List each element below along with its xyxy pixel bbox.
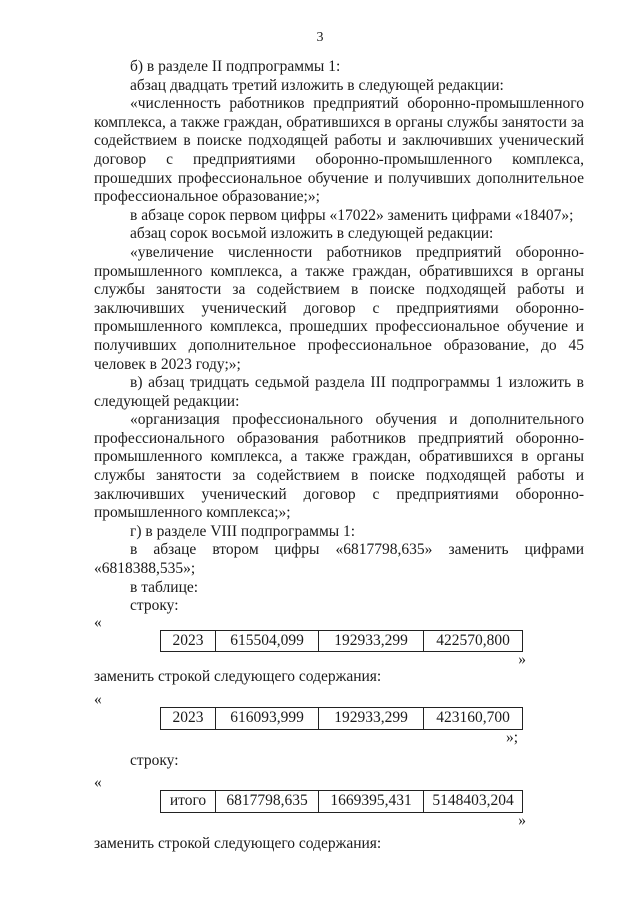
close-quote: »; — [505, 728, 518, 746]
cell-regional: 422570,800 — [424, 630, 523, 652]
paragraph: г) в разделе VIII подпрограммы 1: — [130, 522, 356, 540]
paragraph: в абзаце втором цифры «6817798,635» заменить цифрами «6818388,535»; — [94, 541, 584, 578]
cell-total: 6817798,635 — [216, 791, 319, 813]
page-number: 3 — [316, 30, 324, 45]
paragraph: в абзаце сорок первом цифры «17022» заменить цифрами «18407»; — [130, 206, 574, 224]
cell-label: итого — [161, 791, 216, 813]
cell-regional: 423160,700 — [424, 708, 523, 730]
table-row-total-old — [160, 790, 523, 813]
row-label: строку: — [130, 751, 179, 769]
paragraph: в таблице: — [130, 578, 199, 596]
open-quote: « — [94, 774, 102, 792]
cell-year: 2023 — [161, 630, 216, 652]
open-quote: « — [94, 613, 102, 631]
document-body — [94, 58, 584, 853]
paragraph: «организация профессионального обучения и дополнительного профессионального образования работников предприятий оборонно-промышленного комплекса, а также граждан, обратившихся в органы службы занятости за содействием в поиске подходящей работы и заключивших ученический договор с предприятиями оборонно-промышленного комплекса;»; — [94, 411, 584, 522]
cell-year: 2023 — [161, 708, 216, 730]
open-quote: « — [94, 691, 102, 708]
close-quote: » — [518, 651, 526, 669]
paragraph: «увеличение численности работников предприятий оборонно-промышленного комплекса, а также граждан, обратившихся в органы службы занятости за содействием в поиске подходящей работы и заключивших ученический договор с предприятиями оборонно-промышленного комплекса, прошедших профессиональное обучение и получивших дополнительное профессиональное образование, до 45 человек в 2023 году;»; — [94, 243, 584, 373]
table-row-2023-old — [160, 630, 523, 653]
paragraph-list — [94, 58, 584, 616]
paragraph: б) в разделе II подпрограммы 1: — [130, 58, 341, 75]
cell-federal: 1669395,431 — [319, 791, 424, 813]
cell-federal: 192933,299 — [319, 708, 424, 730]
paragraph: «численность работников предприятий оборонно-промышленного комплекса, а также граждан, обратившихся в органы службы занятости за содействием в поиске подходящей работы и заключивших ученический договор с предприятиями оборонно-промышленного комплекса, прошедших профессиональное обучение и получивших дополнительное профессиональное образование;»; — [94, 95, 584, 206]
cell-regional: 5148403,204 — [424, 791, 523, 813]
paragraph: абзац двадцать третий изложить в следующей редакции: — [130, 76, 504, 94]
replace-line: заменить строкой следующего содержания: — [94, 834, 382, 852]
close-quote: » — [518, 811, 526, 829]
table-row-2023-new — [160, 707, 523, 730]
cell-federal: 192933,299 — [319, 630, 424, 652]
paragraph: в) абзац тридцать седьмой раздела III подпрограммы 1 изложить в следующей редакции: — [94, 374, 584, 410]
paragraph: абзац сорок восьмой изложить в следующей редакции: — [130, 225, 494, 243]
paragraph: строку: — [130, 597, 179, 615]
cell-total: 616093,999 — [216, 708, 319, 730]
replace-line: заменить строкой следующего содержания: — [94, 668, 382, 686]
cell-total: 615504,099 — [216, 630, 319, 652]
